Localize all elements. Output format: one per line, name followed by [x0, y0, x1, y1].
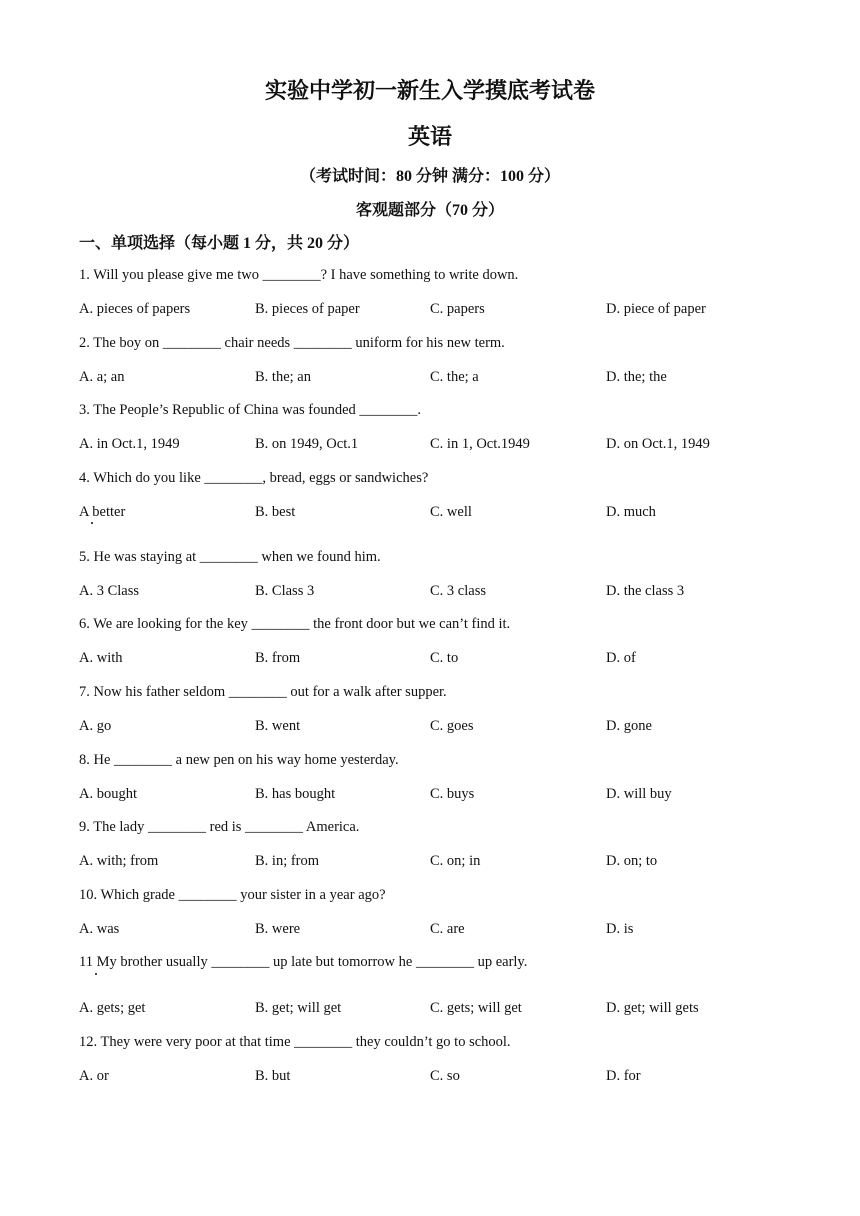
- option-d: D. the; the: [606, 369, 667, 385]
- option-b: B. but: [255, 1068, 291, 1084]
- option-b: B. in; from: [255, 853, 320, 869]
- option-a: A. in Oct.1, 1949: [79, 436, 180, 452]
- option-b: B. on 1949, Oct.1: [255, 436, 359, 452]
- option-c: C. on; in: [430, 853, 481, 869]
- option-c: C. in 1, Oct.1949: [430, 436, 530, 452]
- option-a: A. 3 Class: [79, 583, 140, 599]
- question-stem: 2. The boy on ________ chair needs ________ uniform for his new term.: [79, 335, 505, 351]
- option-a: A. go: [79, 718, 112, 734]
- option-row: [79, 785, 799, 803]
- question-stem: 8. He ________ a new pen on his way home yesterday.: [79, 752, 399, 768]
- question-stem: 6. We are looking for the key ________ the front door but we can’t find it.: [79, 616, 511, 632]
- option-d: D. of: [606, 650, 636, 666]
- question-stem: 10. Which grade ________ your sister in a year ago?: [79, 887, 386, 903]
- option-c: C. papers: [430, 301, 485, 317]
- option-b: B. the; an: [255, 369, 311, 385]
- option-d: D. will buy: [606, 786, 672, 802]
- option-c: C. are: [430, 921, 465, 937]
- option-d: D. is: [606, 921, 634, 937]
- question-stem: 5. He was staying at ________ when we found him.: [79, 549, 381, 565]
- option-b: B. pieces of paper: [255, 301, 360, 317]
- option-row: [79, 999, 799, 1017]
- question-stem: 11 My brother usually ________ up late but tomorrow he ________ up early.: [79, 954, 528, 970]
- option-c: C. goes: [430, 718, 474, 734]
- option-a: A. pieces of papers: [79, 301, 191, 317]
- question-stem: 12. They were very poor at that time ________ they couldn’t go to school.: [79, 1034, 511, 1050]
- option-b: B. went: [255, 718, 301, 734]
- question-stem: 3. The People’s Republic of China was founded ________.: [79, 402, 422, 418]
- option-c: C. gets; will get: [430, 1000, 522, 1016]
- option-row: [79, 1067, 799, 1085]
- option-row: [79, 717, 799, 735]
- option-a: A better: [79, 504, 126, 520]
- option-c: C. to: [430, 650, 459, 666]
- stray-dot: [95, 973, 97, 975]
- option-d: D. on Oct.1, 1949: [606, 436, 710, 452]
- option-a: A. bought: [79, 786, 137, 802]
- option-a: A. or: [79, 1068, 109, 1084]
- option-d: D. for: [606, 1068, 641, 1084]
- option-d: D. get; will gets: [606, 1000, 699, 1016]
- option-d: D. gone: [606, 718, 652, 734]
- option-b: B. from: [255, 650, 301, 666]
- question-stem: 9. The lady ________ red is ________ America.: [79, 819, 360, 835]
- option-a: A. was: [79, 921, 120, 937]
- option-d: D. the class 3: [606, 583, 685, 599]
- option-row: [79, 368, 799, 386]
- option-c: C. 3 class: [430, 583, 486, 599]
- option-row: [79, 503, 799, 521]
- exam-info: （考试时间：80 分钟 满分：100 分）: [299, 168, 560, 185]
- option-b: B. were: [255, 921, 301, 937]
- option-d: D. piece of paper: [606, 301, 706, 317]
- option-c: C. buys: [430, 786, 475, 802]
- exam-title: 实验中学初一新生入学摸底考试卷: [264, 78, 595, 103]
- option-a: A. with; from: [79, 853, 159, 869]
- option-d: D. much: [606, 504, 656, 520]
- option-row: [79, 649, 799, 667]
- question-stem: 7. Now his father seldom ________ out for a walk after supper.: [79, 684, 447, 700]
- option-c: C. well: [430, 504, 472, 520]
- question-stem: 4. Which do you like ________, bread, eggs or sandwiches?: [79, 470, 429, 486]
- option-a: A. a; an: [79, 369, 125, 385]
- option-c: C. the; a: [430, 369, 479, 385]
- option-b: B. has bought: [255, 786, 336, 802]
- option-row: [79, 920, 799, 938]
- option-row: [79, 582, 799, 600]
- subject-title: 英语: [407, 124, 452, 149]
- option-row: [79, 852, 799, 870]
- option-row: [79, 435, 799, 453]
- option-a: A. with: [79, 650, 123, 666]
- section-heading: 一、单项选择（每小题 1 分，共 20 分）: [79, 235, 360, 252]
- option-c: C. so: [430, 1068, 460, 1084]
- part-heading: 客观题部分（70 分）: [355, 202, 504, 219]
- option-a: A. gets; get: [79, 1000, 146, 1016]
- option-b: B. get; will get: [255, 1000, 342, 1016]
- option-b: B. best: [255, 504, 296, 520]
- option-d: D. on; to: [606, 853, 658, 869]
- stray-dot: [91, 522, 93, 524]
- question-stem: 1. Will you please give me two ________? I have something to write down.: [79, 267, 519, 283]
- option-row: [79, 300, 799, 318]
- option-b: B. Class 3: [255, 583, 315, 599]
